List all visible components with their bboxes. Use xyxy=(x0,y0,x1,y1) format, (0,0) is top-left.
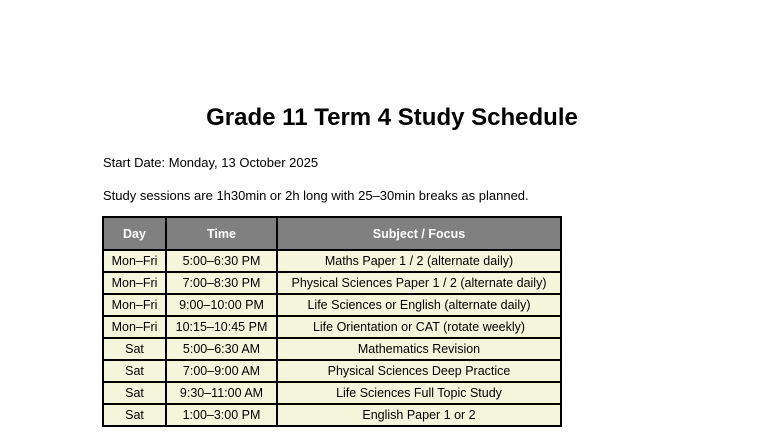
column-header-day: Day xyxy=(103,217,166,250)
cell-subject: Life Sciences or English (alternate daily) xyxy=(277,294,561,316)
column-header-subject: Subject / Focus xyxy=(277,217,561,250)
table-body xyxy=(103,250,561,426)
table-row xyxy=(103,250,561,272)
cell-time: 10:15–10:45 PM xyxy=(166,316,277,338)
cell-day: Sat xyxy=(103,382,166,404)
table-row xyxy=(103,338,561,360)
cell-subject: Life Sciences Full Topic Study xyxy=(277,382,561,404)
cell-time: 1:00–3:00 PM xyxy=(166,404,277,426)
cell-day: Sat xyxy=(103,404,166,426)
cell-time: 7:00–8:30 PM xyxy=(166,272,277,294)
study-schedule-table xyxy=(102,216,562,427)
cell-day: Sat xyxy=(103,338,166,360)
table-row xyxy=(103,360,561,382)
table-header xyxy=(103,217,561,250)
cell-subject: Physical Sciences Paper 1 / 2 (alternate daily) xyxy=(277,272,561,294)
cell-day: Mon–Fri xyxy=(103,316,166,338)
cell-day: Mon–Fri xyxy=(103,272,166,294)
cell-subject: English Paper 1 or 2 xyxy=(277,404,561,426)
cell-time: 9:30–11:00 AM xyxy=(166,382,277,404)
table-row xyxy=(103,316,561,338)
cell-subject: Physical Sciences Deep Practice xyxy=(277,360,561,382)
table-row xyxy=(103,382,561,404)
cell-subject: Life Orientation or CAT (rotate weekly) xyxy=(277,316,561,338)
cell-time: 9:00–10:00 PM xyxy=(166,294,277,316)
cell-subject: Mathematics Revision xyxy=(277,338,561,360)
table-header-row xyxy=(103,217,561,250)
table-row xyxy=(103,272,561,294)
cell-day: Mon–Fri xyxy=(103,250,166,272)
start-date-text: Start Date: Monday, 13 October 2025 xyxy=(103,155,319,170)
cell-time: 7:00–9:00 AM xyxy=(166,360,277,382)
cell-time: 5:00–6:30 PM xyxy=(166,250,277,272)
cell-day: Sat xyxy=(103,360,166,382)
cell-subject: Maths Paper 1 / 2 (alternate daily) xyxy=(277,250,561,272)
document-title: Grade 11 Term 4 Study Schedule xyxy=(206,104,578,131)
column-header-time: Time xyxy=(166,217,277,250)
cell-time: 5:00–6:30 AM xyxy=(166,338,277,360)
table-row xyxy=(103,294,561,316)
session-note-text: Study sessions are 1h30min or 2h long with 25–30min breaks as planned. xyxy=(103,188,529,203)
cell-day: Mon–Fri xyxy=(103,294,166,316)
table-row xyxy=(103,404,561,426)
